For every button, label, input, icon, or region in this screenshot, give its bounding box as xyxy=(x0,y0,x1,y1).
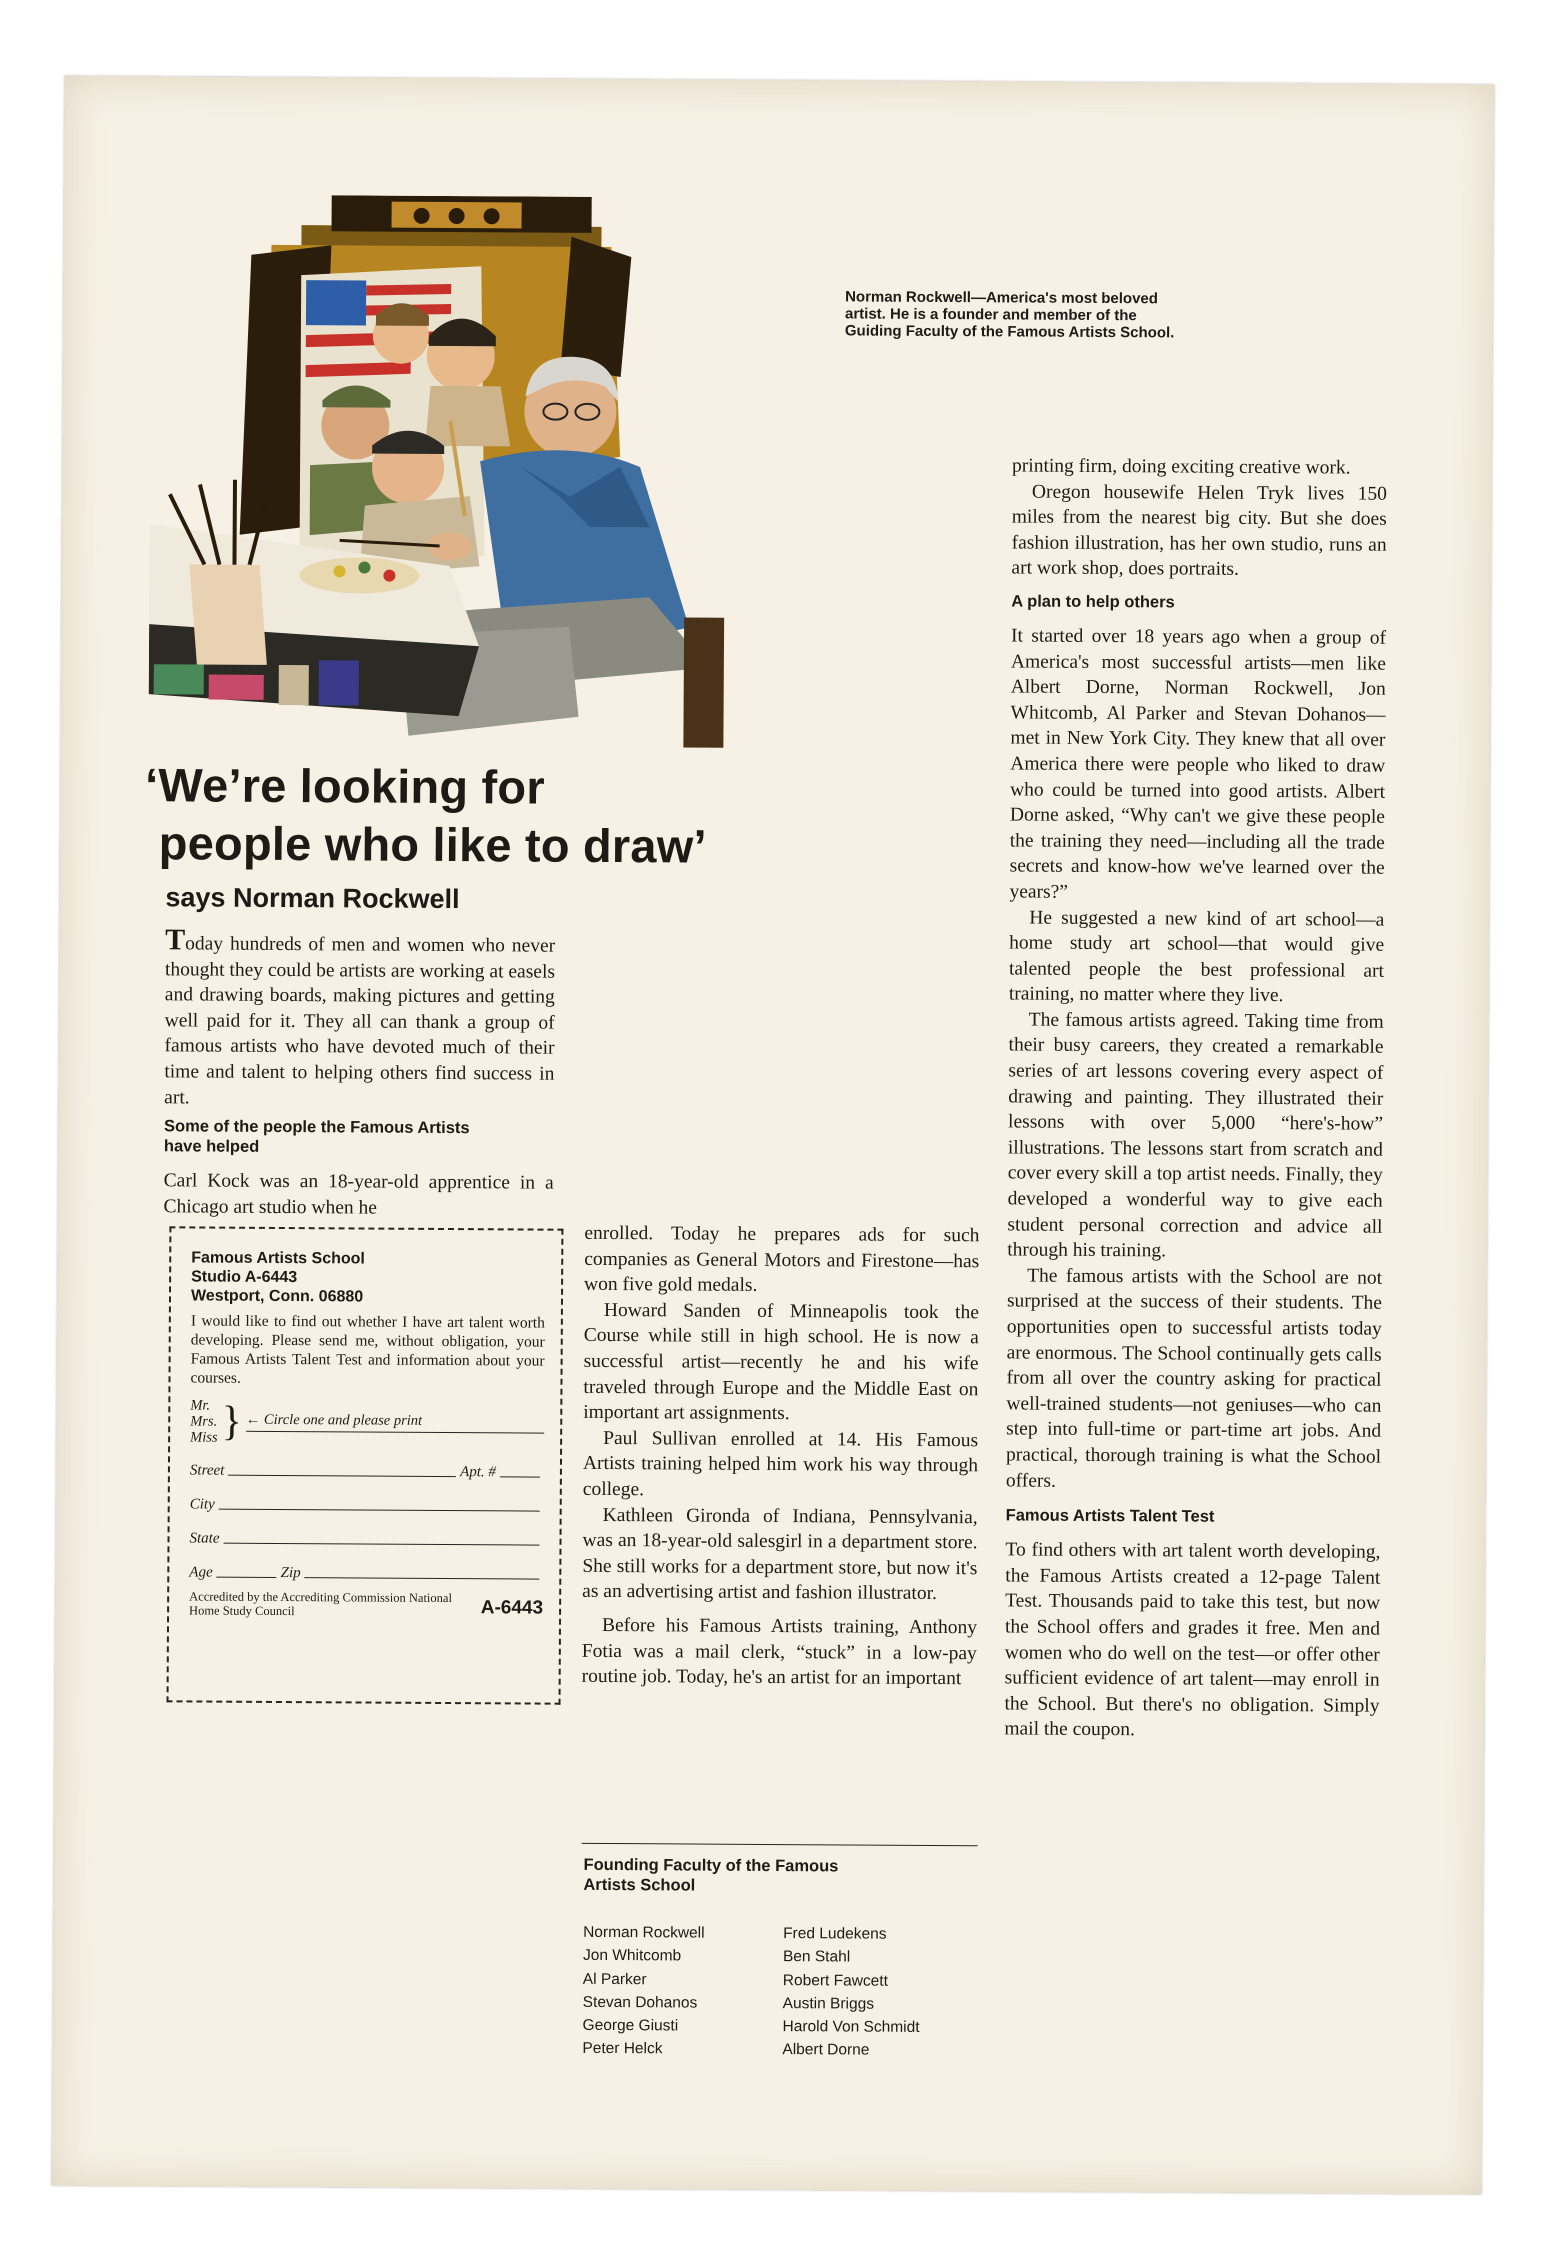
coupon-footer xyxy=(189,1589,543,1619)
faculty-name: Harold Von Schmidt xyxy=(782,2018,920,2037)
faculty-name: Robert Fawcett xyxy=(782,1971,888,1990)
faculty-name: Albert Dorne xyxy=(782,2041,870,2060)
mail-coupon[interactable] xyxy=(167,1226,564,1704)
faculty-name: Ben Stahl xyxy=(782,1948,851,1966)
talent-test-subhead: Famous Artists Talent Test xyxy=(1005,1506,1215,1526)
byline: says Norman Rockwell xyxy=(165,882,460,915)
rockwell-illustration xyxy=(148,194,1071,770)
column-1-continued: Carl Kock was an 18-year-old apprentice in a Chicago art studio when he xyxy=(163,1170,554,1219)
faculty-name: Fred Ludekens xyxy=(783,1925,887,1943)
faculty-name: Al Parker xyxy=(582,1970,647,1988)
street-field[interactable]: Street Apt. # xyxy=(190,1445,544,1481)
helped-subhead: Some of the people the Famous Artists have helped xyxy=(163,1117,470,1156)
column-1 xyxy=(164,923,556,1113)
drop-cap: T xyxy=(165,923,186,957)
coupon-address: Famous Artists School Studio A-6443 Westport, Conn. 06880 xyxy=(190,1249,365,1306)
magazine-page xyxy=(52,76,1495,2195)
faculty-title: Founding Faculty of the Famous Artists School xyxy=(583,1855,839,1895)
faculty-name: Austin Briggs xyxy=(782,1994,875,2013)
intro-paragraph: Today hundreds of men and women who never thought they could be artists are working at easels and drawing boards, making pictures and getting well paid for it. They all can thank a group of famous artists who have devoted much of their time and talent to helping others find success in art. xyxy=(164,923,556,1108)
coupon-request-text: I would like to find out whether I have art talent worth developing. Please send me, without obligation, your Famous Artists Talent Test and information about your courses. xyxy=(190,1312,545,1387)
headline-line-1: ‘We’re looking for xyxy=(144,758,545,814)
brace: } xyxy=(221,1398,242,1445)
faculty-divider xyxy=(582,1843,978,1846)
faculty-name: George Giusti xyxy=(582,2017,679,2035)
age-zip-field[interactable]: Age Zip xyxy=(189,1547,543,1583)
faculty-name: Stevan Dohanos xyxy=(582,1993,698,2012)
city-field[interactable]: City xyxy=(190,1479,544,1515)
headline xyxy=(145,756,866,876)
state-field[interactable]: State xyxy=(189,1513,543,1549)
circle-note: ← Circle one and please print xyxy=(246,1412,545,1434)
headline-line-2: people who like to draw’ xyxy=(158,816,707,873)
column-3: printing firm, doing exciting creative work. Oregon housewife Helen Tryk lives 150 miles from the nearest big city. But she does fashion illustration, has her own studio, runs an art work shop, does portraits. A plan to help others It started over 18 years ago when a group of America's most successful artists—men like Albert Dorne, Norman Rockwell, Jon Whitcomb, Al Parker and Stevan Dohanos—met in New York City. They knew that all over America there were people who liked to draw who could be turned into good artists. Albert Dorne asked, “Why can't we give these people the training they need—including all the trade secrets and know-how we've learned over the years?” He suggested a new kind of art school—a home study art school—that would give talented people the best professional art training, no matter where they live. The famous artists agreed. Taking time from their busy careers, they created a remarkable series of art lessons covering every aspect of drawing and painting. They illustrated their lessons with over 5,000 “here's-how” illustrations. The lessons start from scratch and cover every skill a top artist needs. Finally, they developed a wonderful way to give each student personal correction and advice all through his training. The famous artists with the School are not surprised at the success of their students. The opportunities open to successful artists today are enormous. The School continually gets calls from all over the country asking for practical well-trained students—not geniuses—who can step into full-time or part-time art jobs. And practical, thorough training is what the School offers. Famous Artists Talent Test To find others with art talent worth developing, the Famous Artists created a 12-page Talent Test. Thousands paid to take this test, but now the School offers and grades it free. Men and women who do well on the test—or offer other sufficient evidence of art talent—may enroll in the School. But there's no obligation. Simply mail the coupon. xyxy=(1004,455,1387,1741)
faculty-list-right xyxy=(782,1922,920,2063)
salutation-options[interactable]: Mr. Mrs. Miss xyxy=(190,1397,218,1446)
faculty-name: Peter Helck xyxy=(582,2040,663,2058)
faculty-name: Norman Rockwell xyxy=(583,1923,705,1942)
salutation-row[interactable] xyxy=(190,1397,544,1447)
coupon-code: A-6443 xyxy=(480,1597,544,1619)
faculty-list-left xyxy=(582,1921,704,2062)
portrait-caption: Norman Rockwell—America's most beloved artist. He is a founder and member of the Guiding Faculty of the Famous Artists School. xyxy=(844,288,1175,342)
column-2: enrolled. Today he prepares ads for such companies as General Motors and Firestone—has won five gold medals. Howard Sanden of Minneapolis took the Course while still in high school. He is now a successful artist—recently he and his wife traveled through Europe and the Middle East on important art assignments. Paul Sullivan enrolled at 14. His Famous Artists training helped him work his way through college. Kathleen Gironda of Indiana, Pennsylvania, was an 18-year-old salesgirl in a department store. She still works for a department store, but now it's as an advertising artist and fashion illustrator. Before his Famous Artists training, Anthony Fotia was a mail clerk, “stuck” in a low-pay routine job. Today, he's an artist for an important xyxy=(581,1222,980,1690)
faculty-name: Jon Whitcomb xyxy=(582,1947,682,1965)
accreditation-note: Accredited by the Accrediting Commission National Home Study Council xyxy=(189,1589,453,1619)
plan-subhead: A plan to help others xyxy=(1011,592,1175,612)
